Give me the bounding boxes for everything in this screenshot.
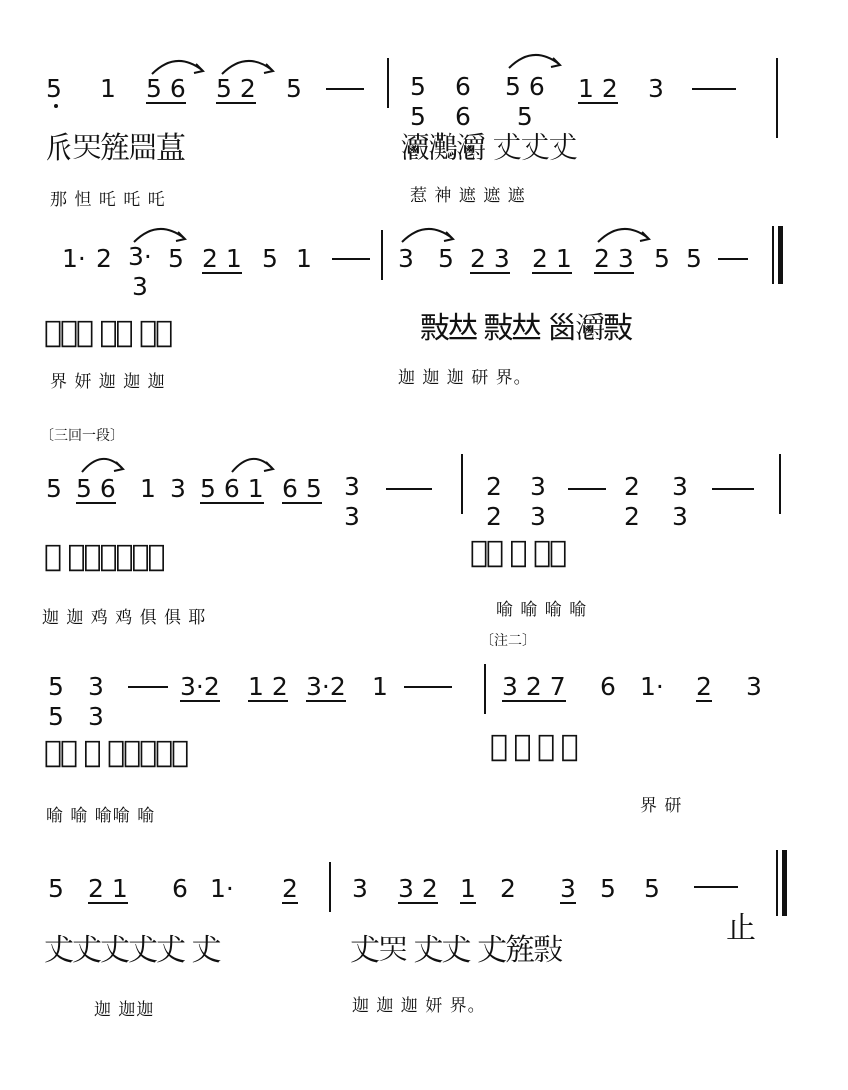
note: 2 [282, 874, 298, 903]
jianzi-row: 𤊀 𢿏𢿏𢿏𢿏𢿏𤅪 [44, 539, 164, 574]
system-3 [0, 450, 848, 630]
note: 6 [600, 672, 616, 701]
note: 5 6 [146, 74, 186, 103]
jianzi-row: 𤅨𤅩𤅪 𠀋𠀋𠀋 [400, 131, 576, 166]
barline-final [782, 850, 787, 916]
note: 6 5 [282, 474, 322, 503]
note: 2 [696, 672, 712, 701]
note: 1· [640, 672, 664, 701]
lyrics-row: 界 研 [640, 796, 683, 816]
note-stack: 3 3 [530, 472, 546, 531]
barline [779, 454, 781, 514]
note: 5 [600, 874, 616, 903]
lyrics-row: 迦 迦 迦 研 界。 [398, 368, 532, 388]
note: 5 [46, 74, 62, 103]
lyrics-row: 惹 神 遮 遮 遮 [410, 186, 526, 206]
note: 1 2 [578, 74, 618, 103]
note-stack: 5 6 5 [505, 72, 545, 131]
slur [505, 46, 565, 70]
note: 5 2 [216, 74, 256, 103]
note: 6 [172, 874, 188, 903]
note: 3 [648, 74, 664, 103]
lyrics-row: 界 妍 迦 迦 迦 [50, 372, 166, 392]
note: 3 2 [398, 874, 438, 903]
note-label: 〔注二〕 [480, 633, 536, 649]
note: 5 [286, 74, 302, 103]
system-2 [0, 220, 848, 410]
note: 5 [168, 244, 184, 273]
barline [484, 664, 486, 714]
note: 1 [460, 874, 476, 903]
note-stack: 3 3 [88, 672, 104, 731]
note: 3·2 [180, 672, 220, 701]
note: 5 [686, 244, 702, 273]
note: 3 [170, 474, 186, 503]
note: 2 [500, 874, 516, 903]
slur [218, 52, 278, 76]
barline [776, 850, 778, 916]
lyrics-row: 喻 喻 喻喻 喻 [46, 806, 156, 826]
note: 2 1 [532, 244, 572, 273]
note: 5 [654, 244, 670, 273]
lyrics-row: 迦 迦 鸡 鸡 俱 俱 耶 [42, 608, 207, 628]
note-stack: 5 5 [410, 72, 426, 131]
note: 1· [210, 874, 234, 903]
slur [148, 52, 208, 76]
jianzi-row: 𤊀𤅪 𦉼 𠀋𠀋𠀋𠀋𠀋 [44, 735, 188, 770]
dash [718, 258, 748, 260]
jianzi-row: 𠀋𦉼 𠀋𠀋 𠀋𥰁𢿏 [350, 933, 562, 968]
note: 2 3 [594, 244, 634, 273]
barline [776, 58, 778, 138]
note: 1 2 [248, 672, 288, 701]
note-stack: 3 3 [344, 472, 360, 531]
note: 5 [48, 874, 64, 903]
dash [694, 886, 738, 888]
jianzi-row: 𤊀𤅪 色 𤊀𤅪 [470, 535, 566, 570]
dash [128, 686, 168, 688]
system-1 [0, 40, 848, 220]
slur [130, 220, 190, 244]
jianzi-row: 𤊀𡿺𤅪 𢿏𢿏 𠀋𠀋 [44, 315, 172, 350]
note: 3 [352, 874, 368, 903]
barline [387, 58, 389, 108]
barline-final [778, 226, 783, 284]
note: 3 [398, 244, 414, 273]
note: 3 [560, 874, 576, 903]
system-5 [0, 840, 848, 1060]
dash [404, 686, 452, 688]
lyrics-row: 喻 喻 喻 喻 [496, 600, 588, 620]
note-stack: 2 2 [486, 472, 502, 531]
note: 1 [372, 672, 388, 701]
slur [594, 220, 654, 244]
slur [398, 220, 458, 244]
barline [381, 230, 383, 280]
jianzi-row: 𤊀 𠀋 𠀋 𠀋 [490, 729, 577, 764]
dash [712, 488, 754, 490]
note: 5 6 [76, 474, 116, 503]
jianzi-row: 𠂢𦉼𥰁𥆞蒀 [44, 131, 184, 166]
note: 2 [96, 244, 112, 273]
dash [332, 258, 370, 260]
barline [329, 862, 331, 912]
jianzi-row: 𢿏𠀤 𢿏𠀤 𡿺𤅪𢿏 [420, 311, 632, 346]
section-label: 〔三回一段〕 [40, 428, 124, 444]
note: 5 [644, 874, 660, 903]
note: 1 [296, 244, 312, 273]
end-mark: 止 [726, 911, 754, 946]
note-stack: 2 2 [624, 472, 640, 531]
barline [772, 226, 774, 284]
note: 5 [262, 244, 278, 273]
note: 5 6 1 [200, 474, 264, 503]
slur [228, 450, 278, 474]
dash [568, 488, 606, 490]
note: 2 1 [88, 874, 128, 903]
note-stack: 5 5 [48, 672, 64, 731]
note: 3 2 7 [502, 672, 566, 701]
dash [326, 88, 364, 90]
jianzi-row: 𠀋𠀋𠀋𠀋𠀋 𠀋 [44, 933, 220, 968]
note: 2 1 [202, 244, 242, 273]
note: 5 [46, 474, 62, 503]
note: 1 [140, 474, 156, 503]
note: 1· [62, 244, 86, 273]
dash [692, 88, 736, 90]
note-stack: 6 6 [455, 72, 471, 131]
note: 1 [100, 74, 116, 103]
note: 2 3 [470, 244, 510, 273]
note: 3 [746, 672, 762, 701]
system-4 [0, 640, 848, 830]
note-stack: 3· 3 [128, 242, 152, 301]
note: 3·2 [306, 672, 346, 701]
lyrics-row: 迦 迦 迦 妍 界。 [352, 996, 486, 1016]
dash [386, 488, 432, 490]
lyrics-row: 迦 迦迦 [94, 1000, 155, 1020]
slur [78, 450, 128, 474]
dot-below [54, 104, 58, 108]
barline [461, 454, 463, 514]
lyrics-row: 那 怛 吒 吒 吒 [50, 190, 166, 210]
note: 5 [438, 244, 454, 273]
note-stack: 3 3 [672, 472, 688, 531]
